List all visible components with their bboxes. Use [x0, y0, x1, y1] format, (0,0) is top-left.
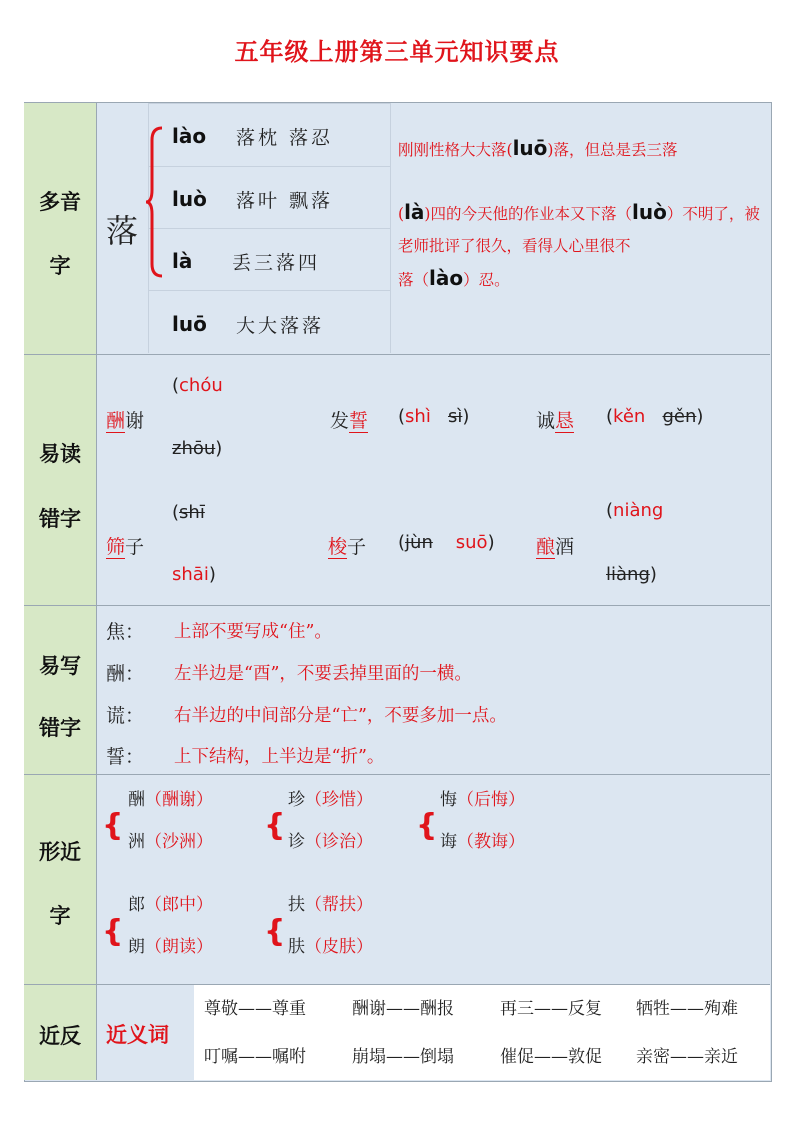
misread-pinyin: (niàng — [606, 500, 664, 521]
synonym-pair: 尊敬——尊重 — [204, 999, 306, 1019]
label-miswrite-1: 易写 — [39, 654, 81, 678]
miswrite-note: 上部不要写成“住”。 — [174, 622, 332, 642]
label-polyphone-1: 多音 — [39, 190, 81, 214]
misread-pinyin: (shì sì) — [398, 406, 470, 427]
misread-wrong-pinyin: liàng) — [606, 564, 657, 585]
polyphone-char: 落 — [106, 212, 139, 250]
misread-word: 梭子 — [328, 536, 367, 558]
label-synonym: 近反 — [39, 1024, 81, 1048]
misread-word: 酿酒 — [536, 536, 575, 558]
miswrite-char: 酬： — [106, 663, 145, 685]
similar-item: 悔（后悔） — [440, 790, 525, 810]
brace-icon: { — [102, 914, 124, 949]
miswrite-note: 右半边的中间部分是“亡”，不要多加一点。 — [174, 706, 507, 726]
misread-word: 筛子 — [106, 536, 145, 558]
misread-word: 发誓 — [330, 410, 369, 432]
misread-pinyin: shāi) — [172, 564, 216, 585]
reading-pinyin: là — [172, 249, 193, 273]
polyphone-sentence: 刚刚性格大大落(luō)落，但总是丢三落 (là)四的今天他的作业本又下落（luò）不明了，被老师批评了很久，看得人心里很不 落（lào）忍。 — [398, 136, 760, 290]
reading-pinyin: luò — [172, 187, 207, 211]
synonym-pair: 酬谢——酬报 — [352, 999, 454, 1019]
page-title: 五年级上册第三单元知识要点 — [234, 38, 560, 66]
label-miswrite-2: 错字 — [39, 716, 81, 740]
similar-item: 诊（诊治） — [288, 832, 373, 852]
misread-wrong-pinyin: (shī — [172, 502, 205, 523]
reading-words: 落叶 飘落 — [236, 190, 334, 212]
misread-pinyin: (chóu — [172, 375, 223, 396]
label-similar-2: 字 — [49, 904, 71, 928]
misread-pinyin: (kěn gěn) — [606, 406, 704, 427]
similar-item: 洲（沙洲） — [128, 832, 213, 852]
brace-icon: { — [264, 808, 286, 843]
misread-word: 诚恳 — [536, 410, 575, 432]
misread-wrong-pinyin: zhōu) — [172, 438, 223, 459]
synonym-pair: 崩塌——倒塌 — [352, 1047, 454, 1067]
similar-item: 郎（郎中） — [128, 895, 213, 915]
synonym-label: 近义词 — [106, 1023, 169, 1047]
curly-brace-icon — [144, 126, 164, 278]
miswrite-note: 左半边是“酉”，不要丢掉里面的一横。 — [174, 664, 472, 684]
brace-icon: { — [416, 808, 438, 843]
label-similar-1: 形近 — [39, 840, 81, 864]
synonym-pair: 再三——反复 — [500, 999, 602, 1019]
label-misread-1: 易读 — [39, 442, 81, 466]
similar-item: 酬（酬谢） — [128, 790, 213, 810]
misread-word: 酬谢 — [106, 410, 145, 432]
similar-item: 朗（朗读） — [128, 937, 213, 957]
miswrite-char: 誓： — [106, 746, 145, 768]
similar-item: 肤（皮肤） — [288, 937, 373, 957]
miswrite-char: 焦： — [106, 621, 145, 643]
reading-words: 大大落落 — [236, 315, 325, 337]
miswrite-char: 谎： — [106, 705, 145, 727]
similar-item: 诲（教诲） — [440, 832, 525, 852]
misread-pinyin: (jùn suō) — [398, 532, 495, 553]
similar-item: 珍（珍惜） — [288, 790, 373, 810]
miswrite-note: 上下结构，上半边是“折”。 — [174, 747, 385, 767]
label-polyphone-2: 字 — [49, 254, 71, 278]
synonym-pair: 亲密——亲近 — [636, 1047, 738, 1067]
reading-pinyin: luō — [172, 312, 207, 336]
synonym-pair: 牺牲——殉难 — [636, 999, 738, 1019]
reading-words: 落枕 落忍 — [236, 127, 334, 149]
label-misread-2: 错字 — [39, 507, 81, 531]
reading-words: 丢三落四 — [232, 252, 321, 274]
reading-pinyin: lào — [172, 124, 207, 148]
similar-item: 扶（帮扶） — [288, 895, 373, 915]
synonym-pair: 催促——敦促 — [500, 1047, 602, 1067]
brace-icon: { — [102, 808, 124, 843]
brace-icon: { — [264, 914, 286, 949]
synonym-pair: 叮嘱——嘱咐 — [204, 1047, 306, 1067]
